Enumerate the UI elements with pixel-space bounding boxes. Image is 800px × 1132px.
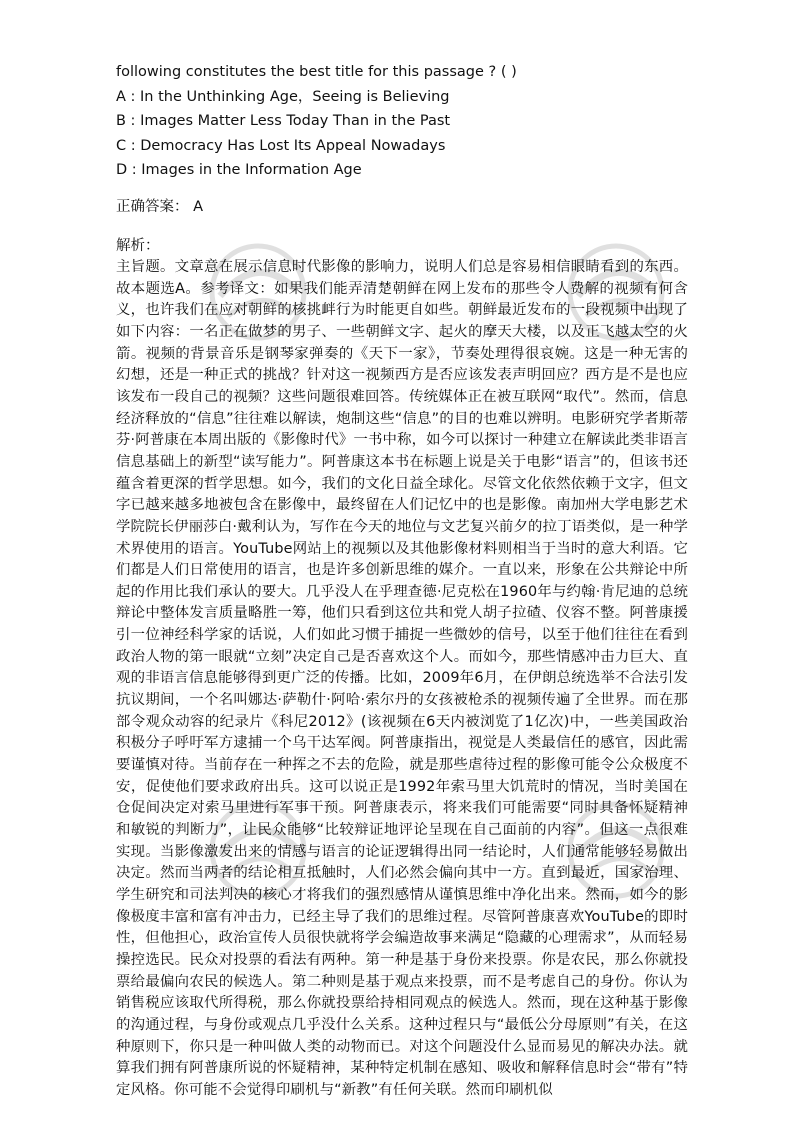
option-letter: A :: [116, 88, 136, 105]
analysis-text: 主旨题。文章意在展示信息时代影像的影响力，说明人们总是容易相信眼睛看到的东西。故本题选A。参考译文：如果我们能弄清楚朝鲜在网上发布的那些令人费解的视频有何含义，也许我们在应对朝鲜的核挑衅行为时能更自如些。朝鲜最近发布的一段视频中出现了如下内容：一名正在做梦的男子、一些朝鲜文字、起火的摩天大楼，以及正飞越太空的火箭。视频的背景音乐是钢琴家弹奏的《天下一家》，节奏处理得很哀婉。这是一种无害的幻想，还是一种正式的挑战？针对这一视频西方是否应该发表声明回应？西方是不是也应该发布一段自己的视频？这些问题很难回答。传统媒体正在被互联网“取代”。然而，信息经济释放的“信息”往往难以解读，炮制这些“信息”的目的也难以辨明。电影研究学者斯蒂芬·阿普康在本周出版的《影像时代》一书中称，如今可以探讨一种建立在解读此类非语言信息基础上的新型“读写能力”。阿普康这本书在标题上说是关于电影“语言”的，但该书还蕴含着更深的哲学思想。如今，我们的文化日益全球化。尽管文化依然依赖于文字，但文字已越来越多地被包含在影像中，最终留在人们记忆中的也是影像。南加州大学电影艺术学院院长伊丽莎白·戴利认为，写作在今天的地位与文艺复兴前夕的拉丁语类似，是一种学术界使用的语言。YouTube网站上的视频以及其他影像材料则相当于当时的意大利语。它们都是人们日常使用的语言，也是许多创新思维的媒介。一直以来，形象在公共辩论中所起的作用比我们承认的要大。几乎没人在乎理查德·尼克松在1960年与约翰·肯尼迪的总统辩论中整体发言质量略胜一筹，他们只看到这位共和党人胡子拉碴、仪容不整。阿普康援引一位神经科学家的话说，人们如此习惯于捕捉一些微妙的信号，以至于他们往往在看到政治人物的第一眼就“立刻”决定自己是否喜欢这个人。而如今，那些情感冲击力巨大、直观的非语言信息能够得到更广泛的传播。比如，2009年6月，在伊朗总统选举不合法引发抗议期间，一个名叫娜达·萨勒什·阿哈·索尔丹的女孩被枪杀的视频传遍了全世界。而在那部令观众动容的纪录片《科尼2012》(该视频在6天内被浏览了1亿次)中，一些美国政治积极分子呼吁军方逮捕一个乌干达军阀。阿普康指出，视觉是人类最信任的感官，因此需要谨慎对待。当前存在一种挥之不去的危险，就是那些虐待过程的影像可能令公众极度不安，促使他们要求政府出兵。这可以说正是1992年索马里大饥荒时的情况，当时美国在仓促间决定对索马里进行军事干预。阿普康表示，将来我们可能需要“同时具备怀疑精神和敏锐的判断力”，让民众能够“比较辩证地评论呈现在自己面前的内容”。但这一点很难实现。当影像激发出来的情感与语言的论证逻辑得出同一结论时，人们通常能够轻易做出决定。然而当两者的结论相互抵触时，人们必然会偏向其中一方。直到最近，国家治理、学生研究和司法判决的核心才将我们的强烈感情从谨慎思维中净化出来。然而，如今的影像极度丰富和富有冲击力，已经主导了我们的思维过程。尽管阿普康喜欢YouTube的即时性，但他担心，政治宣传人员很快就将学会编造故事来满足“隐藏的心理需求”，从而轻易操控选民。民众对投票的看法有两种。第一种是基于身份来投票。你是农民，那么你就投票给最偏向农民的候选人。第二种则是基于观点来投票，而不是考虑自己的身份。你认为销售税应该取代所得税，那么你就投票给持相同观点的候选人。然而，现在这种基于影像的沟通过程，与身份或观点几乎没什么关系。这种过程只与“最低公分母原则”有关，在这种原则下，你只是一种叫做人类的动物而已。对这个问题没什么显而易见的解决办法。就算我们拥有阿普康所说的怀疑精神，某种特定机制在感知、吸收和解释信息时会“带有”特定风格。你可能不会觉得印刷机与“新教”有任何关联。然而印刷机似: [116, 258, 688, 1098]
option-text: In the Unthinking Age，Seeing is Believing: [140, 88, 450, 105]
option-b: [116, 109, 688, 134]
option-letter: D :: [116, 162, 137, 179]
option-a: [116, 85, 688, 110]
option-text: Images Matter Less Today Than in the Past: [140, 113, 451, 130]
correct-answer: [116, 195, 688, 219]
option-text: Democracy Has Lost Its Appeal Nowadays: [140, 137, 446, 154]
option-d: [116, 158, 688, 183]
answer-label: 正确答案：: [116, 198, 189, 215]
question-stem: following constitutes the best title for this passage ? ( ): [116, 64, 517, 80]
option-text: Images in the Information Age: [141, 162, 362, 179]
question-content: [116, 60, 688, 1102]
option-letter: C :: [116, 137, 136, 154]
answer-value: A: [193, 198, 204, 215]
option-c: [116, 134, 688, 159]
option-letter: B :: [116, 113, 136, 130]
analysis-label: 解析：: [116, 237, 160, 254]
